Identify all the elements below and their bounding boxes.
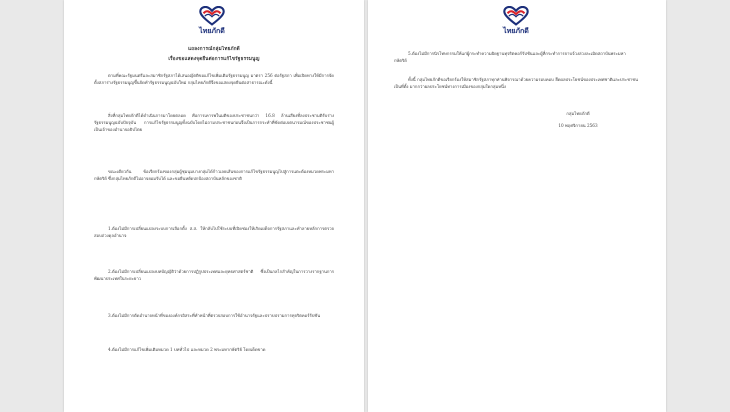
paragraph: 1.ต้องไม่มีการเปลี่ยนแปลงระบบการเลือกตั้ง ส.ส. ให้กลับไปใช้ระบบที่เปิดช่องให้เกิดเผด็จการรัฐสภาและทำลายหลักการตรวจสอบถ่วงดุลอำนาจ: [94, 226, 334, 239]
signature: กลุ่มไทยภักดี: [566, 111, 590, 116]
paragraph: สิ่งที่กลุ่มไทยภักดีได้ดำเนินการมาโดยตลอด คือการเคารพในมติของประชาชนกว่า 16.8 ล้านเสียงที่ลงประชามติรับร่างรัฐธรรมนูญฉบับปัจจุบัน การแก้ไขรัฐธรรมนูญทั้งฉบับโดยไม่ถามประชาชนก่อนจึงเป็นการกระทำที่ขัดต่อเจตนารมณ์ของประชาชนผู้เป็นเจ้าของอำนาจอธิปไตย: [94, 113, 334, 133]
document-page-left: [64, 0, 364, 412]
paragraph: 3.ต้องไม่มีการตัดอำนาจหน้าที่ขององค์กรอิสระที่ทำหน้าที่ตรวจสอบการใช้อำนาจรัฐและปราบปรามการทุจริตคอร์รัปชัน: [108, 313, 321, 318]
statement-subtitle: เรื่องขอแสดงจุดยืนต่อการแก้ไขรัฐธรรมนูญ: [168, 57, 260, 62]
party-logo: [190, 6, 234, 40]
logo-text: ไทยภักดี: [199, 27, 225, 35]
paragraph: ทั้งนี้ กลุ่มไทยภักดีขอเรียกร้องให้สมาชิกรัฐสภาทุกท่านพิจารณาด้วยความรอบคอบ ยึดผลประโยชน์ของประเทศชาติและประชาชนเป็นที่ตั้ง มากกว่าผลประโยชน์ทางการเมืองของกลุ่มใดกลุ่มหนึ่ง: [394, 77, 638, 90]
party-logo: [494, 6, 538, 40]
statement-title: แถลงการณ์กลุ่มไทยภักดี: [188, 47, 240, 52]
paragraph: ขณะเดียวกัน ข้อเรียกร้องของกลุ่มผู้ชุมนุมบางกลุ่มได้ก้าวเลยเส้นของการแก้ไขรัฐธรรมนูญไปสู่การแตะต้องหมวดพระมหากษัตริย์ ซึ่งกลุ่มไทยภักดีไม่อาจยอมรับได้ และขอยืนหยัดปกป้องสถาบันหลักของชาติ: [94, 169, 334, 182]
statement-date: 10 พฤศจิกายน 2563: [558, 123, 598, 128]
document-page-right: [368, 0, 666, 412]
paragraph: 2.ต้องไม่มีการเปลี่ยนแปลงบทบัญญัติว่าด้วยการปฏิรูปประเทศและยุทธศาสตร์ชาติ ซึ่งเป็นกลไกสำคัญในการวางรากฐานการพัฒนาประเทศในระยะยาว: [94, 269, 334, 282]
heart-ribbon-logo-icon: [199, 6, 225, 26]
paragraph: ตามที่คณะรัฐมนตรีและสมาชิกรัฐสภาได้เสนอญัตติขอแก้ไขเพิ่มเติมรัฐธรรมนูญ มาตรา 256 ต่อรัฐสภา เพื่อเปิดทางให้มีการจัดตั้งสภาร่างรัฐธรรมนูญขึ้นจัดทำรัฐธรรมนูญฉบับใหม่ กลุ่มไทยภักดีจึงขอแสดงจุดยืนต่อสาธารณะดังนี้: [94, 73, 334, 86]
logo-text: ไทยภักดี: [503, 27, 529, 35]
paragraph: 5.ต้องไม่มีการนิรโทษกรรมให้แก่ผู้กระทำความผิดฐานทุจริตคอร์รัปชันและผู้ที่กระทำการจาบจ้วงล่วงละเมิดสถาบันพระมหากษัตริย์: [394, 51, 626, 64]
heart-ribbon-logo-icon: [503, 6, 529, 26]
paragraph: 4.ต้องไม่มีการแก้ไขเพิ่มเติมหมวด 1 บททั่วไป และหมวด 2 พระมหากษัตริย์ โดยเด็ดขาด: [108, 347, 266, 352]
